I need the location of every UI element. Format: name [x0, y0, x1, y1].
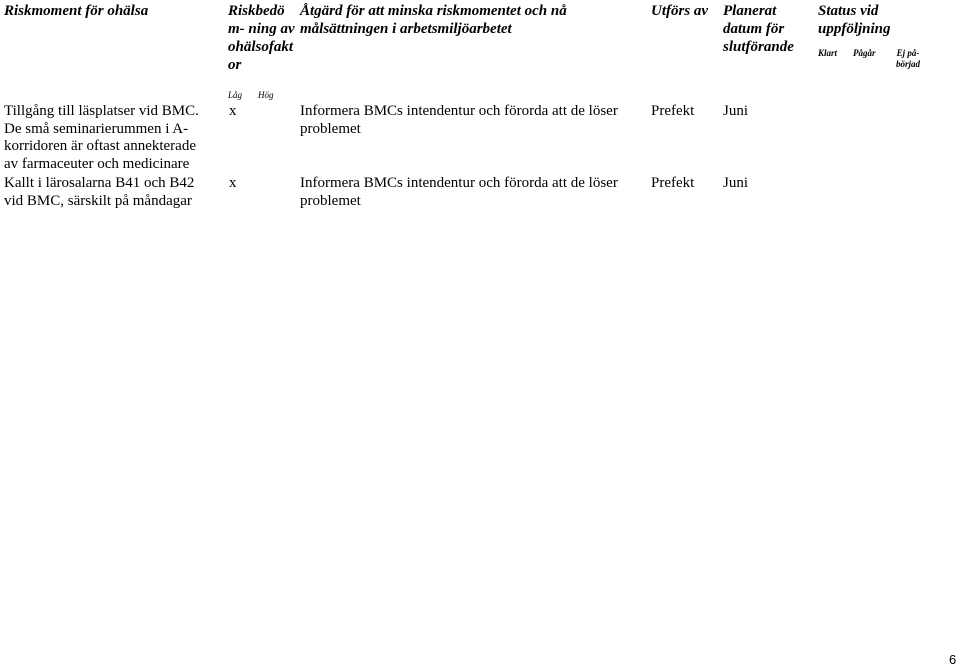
header-performed-by: Utförs av — [651, 3, 709, 19]
row-risk: Kallt i lärosalarna B41 och B42 vid BMC, särskilt på måndagar — [4, 175, 195, 209]
header-assessment: Riskbedö m- ning av ohälsofakt or — [228, 3, 295, 73]
row-action: Informera BMCs intendentur och förorda att de löser problemet — [300, 103, 618, 137]
page-number: 6 — [949, 652, 957, 667]
header-planned-date: Planerat datum för slutförande — [723, 3, 794, 55]
row-action: Informera BMCs intendentur och förorda att de löser problemet — [300, 175, 618, 209]
row-assessment-mark: x — [229, 175, 237, 191]
header-assessment-low: Låg — [228, 90, 243, 100]
header-action: Åtgärd för att minska riskmomentet och nå målsättningen i arbetsmiljöarbetet — [300, 3, 567, 37]
header-status-not-started: Ej på- börjad — [895, 48, 920, 69]
row-risk: Tillgång till läsplatser vid BMC. De små seminarierummen i A-korridoren är oftast annekterade av farmaceuter och medicinare — [4, 103, 199, 172]
row-performed-by: Prefekt — [651, 175, 695, 191]
header-risk: Riskmoment för ohälsa — [4, 3, 149, 19]
header-status: Status vid uppföljning — [818, 3, 891, 37]
header-assessment-high: Hög — [258, 90, 274, 100]
row-planned-date: Juni — [723, 175, 749, 191]
row-assessment-mark: x — [229, 103, 237, 119]
header-status-ongoing: Pågår — [853, 48, 876, 58]
row-planned-date: Juni — [723, 103, 749, 119]
header-status-done: Klart — [818, 48, 838, 58]
row-performed-by: Prefekt — [651, 103, 695, 119]
